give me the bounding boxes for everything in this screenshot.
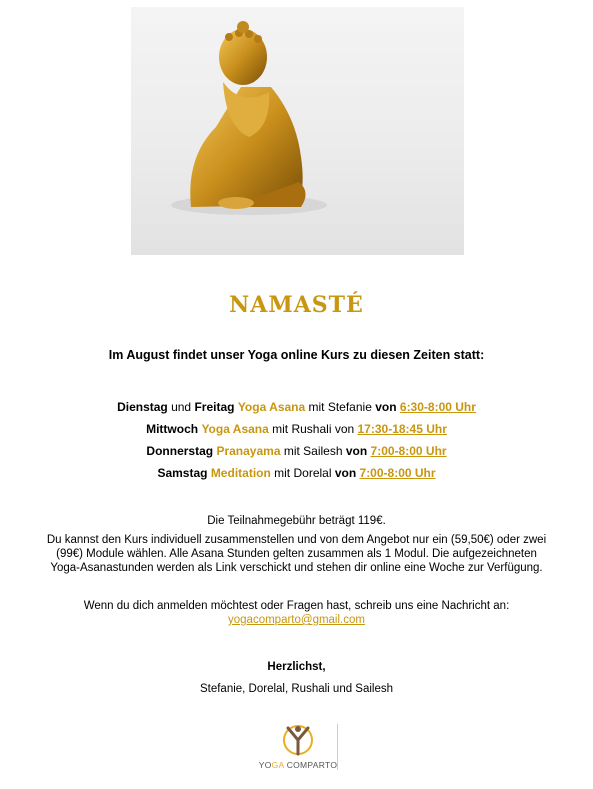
contact-text: Wenn du dich anmelden möchtest oder Fragen hast, schreib uns eine Nachricht an:: [83, 600, 510, 612]
modules-text: Du kannst den Kurs individuell zusammenstellen und von dem Angebot nur ein (59,50€) oder zwei (99€) Module wählen. Alle Asana Stunden gelten zusammen als 1 Modul. Die aufgezeichneten Yoga-Asanastunden werden als Link verschickt und stehen dir online eine Woche zur Verfügung.: [46, 534, 547, 574]
schedule-teacher: mit Dorelal: [270, 466, 335, 480]
email-link-wrap: [40, 613, 553, 627]
schedule-row: [0, 400, 593, 414]
closing-text: Herzlichst,: [267, 661, 326, 673]
schedule-teacher: mit Stefanie: [305, 400, 376, 414]
schedule-day: Donnerstag: [146, 444, 214, 458]
schedule-row: [0, 444, 593, 458]
page-title: NAMASTÉ: [229, 292, 364, 318]
logo-ga: GA: [271, 760, 285, 770]
schedule-von: von: [345, 444, 368, 458]
buddha-photo: [131, 7, 464, 255]
schedule-time: 7:00-8:00 Uhr: [370, 444, 447, 458]
schedule-day: Samstag: [157, 466, 208, 480]
yogacomparto-logo: [255, 722, 375, 772]
logo-yo: YO: [258, 760, 272, 770]
fee-text: Die Teilnahmegebühr beträgt 119€.: [207, 515, 386, 527]
schedule-class: Yoga Asana: [237, 400, 306, 414]
schedule-time: 17:30-18:45 Uhr: [357, 422, 447, 436]
buddha-figurine-icon: [131, 7, 464, 255]
schedule-day: Freitag: [194, 400, 235, 414]
schedule-connector: und: [167, 400, 195, 414]
intro-text: Im August findet unser Yoga online Kurs zu diesen Zeiten statt:: [108, 348, 485, 362]
schedule-von: von: [334, 466, 357, 480]
schedule-row: [0, 422, 593, 436]
schedule-day: Dienstag: [117, 400, 168, 414]
schedule-time: 7:00-8:00 Uhr: [359, 466, 436, 480]
schedule-day: Mittwoch: [146, 422, 199, 436]
logo-comparto: COMPARTO: [286, 760, 338, 770]
schedule-class: Meditation: [210, 466, 271, 480]
schedule-teacher: mit Sailesh: [280, 444, 346, 458]
schedule-row: [0, 466, 593, 480]
schedule-teacher: mit Rushali von: [268, 422, 358, 436]
schedule-time: 6:30-8:00 Uhr: [399, 400, 476, 414]
schedule-von: von: [375, 400, 397, 414]
yoga-figure-icon: [255, 722, 341, 760]
schedule-class: Pranayama: [216, 444, 281, 458]
email-link[interactable]: yogacomparto@gmail.com: [228, 614, 365, 626]
signature-text: Stefanie, Dorelal, Rushali und Sailesh: [199, 683, 394, 695]
schedule-class: Yoga Asana: [201, 422, 269, 436]
logo-wordmark: [255, 760, 341, 770]
